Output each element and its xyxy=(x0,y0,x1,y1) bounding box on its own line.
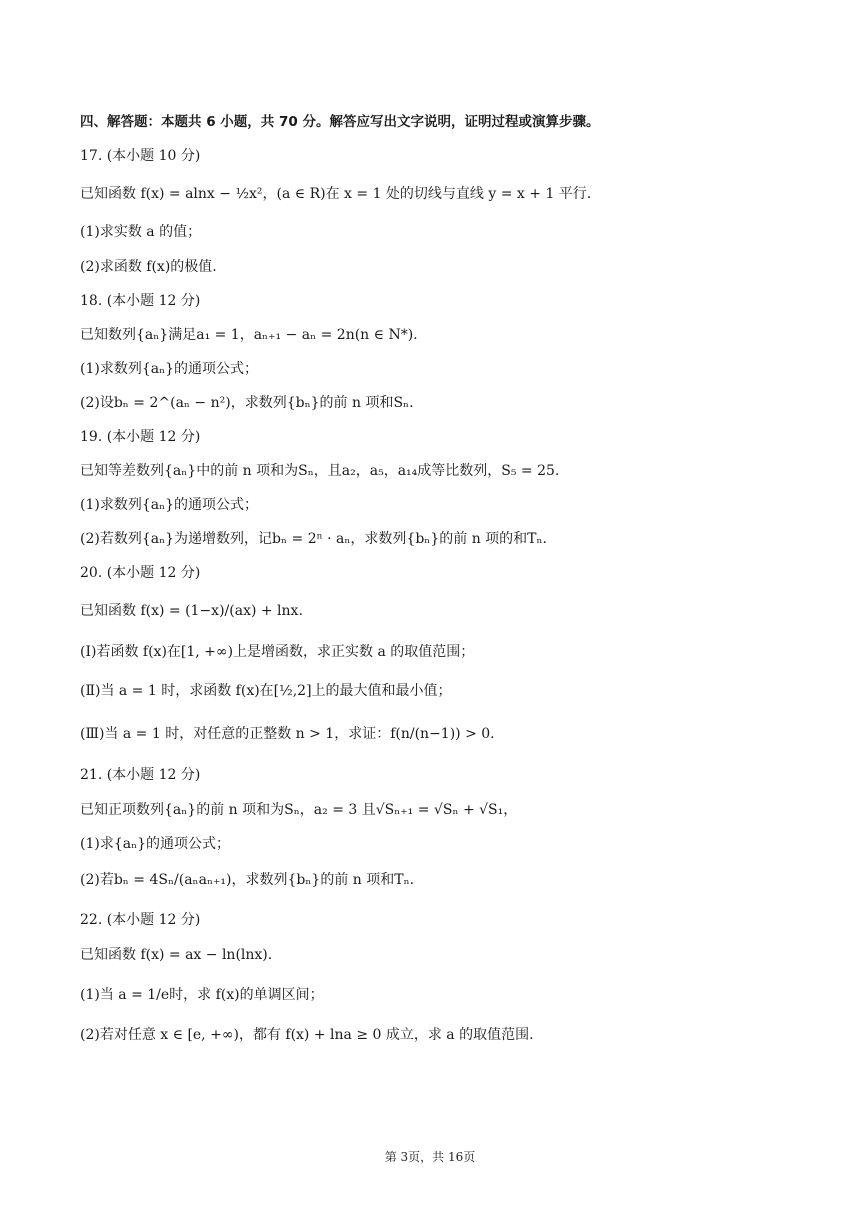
problem-22-part-1: (1)当 a = 1/e时，求 f(x)的单调区间； xyxy=(80,987,324,1003)
problem-22-statement: 已知函数 f(x) = ax − ln(lnx). xyxy=(80,947,273,963)
section-title: 四、解答题：本题共 6 小题，共 70 分。解答应写出文字说明，证明过程或演算步骤。 xyxy=(80,114,600,130)
problem-21-part-1: (1)求{aₙ}的通项公式； xyxy=(80,836,231,852)
problem-21-header: 21. (本小题 12 分) xyxy=(80,767,201,783)
problem-18-part-2: (2)设bₙ = 2^(aₙ − n²)，求数列{bₙ}的前 n 项和Sₙ. xyxy=(80,395,414,411)
problem-19-part-1: (1)求数列{aₙ}的通项公式； xyxy=(80,497,259,513)
problem-18-header: 18. (本小题 12 分) xyxy=(80,293,201,309)
problem-20-header: 20. (本小题 12 分) xyxy=(80,565,201,581)
problem-22-header: 22. (本小题 12 分) xyxy=(80,912,201,928)
problem-21-statement: 已知正项数列{aₙ}的前 n 项和为Sₙ，a₂ = 3 且√Sₙ₊₁ = √Sₙ + √S₁， xyxy=(80,802,518,818)
problem-20-part-2: (Ⅱ)当 a = 1 时，求函数 f(x)在[½,2]上的最大值和最小值； xyxy=(80,683,452,699)
problem-20-part-3: (Ⅲ)当 a = 1 时，对任意的正整数 n > 1，求证：f(n/(n−1)) > 0. xyxy=(80,726,495,742)
problem-18-statement: 已知数列{aₙ}满足a₁ = 1，aₙ₊₁ − aₙ = 2n(n ∈ N*). xyxy=(80,327,418,343)
problem-19-header: 19. (本小题 12 分) xyxy=(80,429,201,445)
problem-19-statement: 已知等差数列{aₙ}中的前 n 项和为Sₙ，且a₂，a₅，a₁₄成等比数列，S₅ = 25. xyxy=(80,463,560,479)
problem-17-statement: 已知函数 f(x) = alnx − ½x²，(a ∈ R)在 x = 1 处的切线与直线 y = x + 1 平行. xyxy=(80,186,592,202)
problem-21-part-2: (2)若bₙ = 4Sₙ/(aₙaₙ₊₁)，求数列{bₙ}的前 n 项和Tₙ. xyxy=(80,872,415,888)
problem-20-part-1: (Ⅰ)若函数 f(x)在[1, +∞)上是增函数，求正实数 a 的取值范围； xyxy=(80,644,475,660)
problem-19-part-2: (2)若数列{aₙ}为递增数列，记bₙ = 2ⁿ · aₙ，求数列{bₙ}的前 n 项的和Tₙ. xyxy=(80,531,548,547)
problem-20-statement: 已知函数 f(x) = (1−x)/(ax) + lnx. xyxy=(80,603,303,619)
problem-17-part-1: (1)求实数 a 的值； xyxy=(80,224,202,240)
problem-18-part-1: (1)求数列{aₙ}的通项公式； xyxy=(80,361,259,377)
problem-17-part-2: (2)求函数 f(x)的极值. xyxy=(80,259,217,275)
page-footer: 第 3页，共 16页 xyxy=(384,1150,476,1164)
problem-22-part-2: (2)若对任意 x ∈ [e, +∞)，都有 f(x) + lna ≥ 0 成立，求 a 的取值范围. xyxy=(80,1027,534,1043)
problem-17-header: 17. (本小题 10 分) xyxy=(80,148,201,164)
